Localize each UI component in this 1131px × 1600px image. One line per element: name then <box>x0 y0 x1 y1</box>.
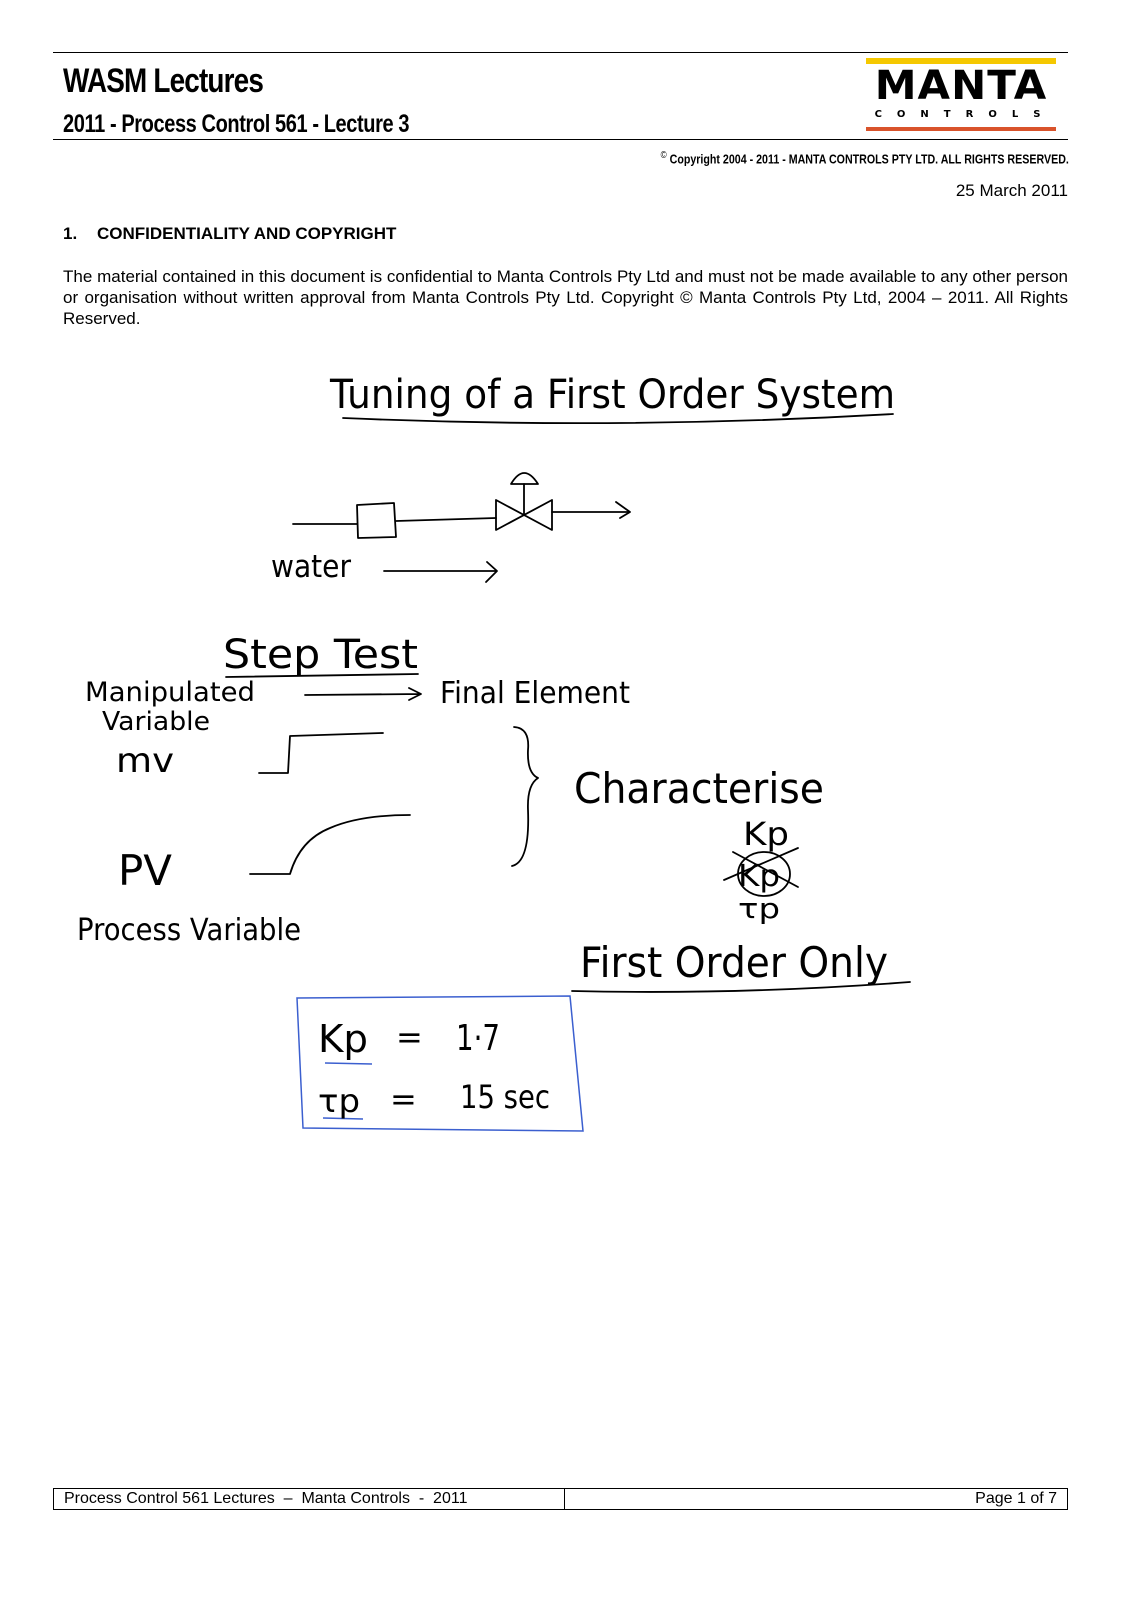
curly-brace <box>512 727 538 866</box>
pv-response-trace <box>250 815 410 874</box>
mv-to-final-arrow <box>305 688 421 700</box>
manipulated-label: Manipulated <box>85 677 255 708</box>
valve-actuator <box>511 473 538 484</box>
outlet-arrow <box>616 502 630 518</box>
copyright-text: Copyright 2004 - 2011 - MANTA CONTROLS PTY LTD. ALL RIGHTS RESERVED. <box>669 151 1069 167</box>
section-number: 1. <box>63 224 78 243</box>
flow-arrow <box>384 562 497 582</box>
footer-course-text: Process Control 561 Lectures – Manta Controls - 2011 <box>54 1489 565 1509</box>
water-label: water <box>271 549 352 585</box>
kp-label: Kp <box>743 815 789 853</box>
copyright-symbol: © <box>660 150 667 161</box>
pv-label: PV <box>118 846 173 895</box>
mv-label: mv <box>116 741 174 781</box>
flow-meter-box <box>357 503 396 538</box>
section-heading-text: CONFIDENTIALITY AND COPYRIGHT <box>97 224 397 243</box>
footer-page-number: Page 1 of 7 <box>975 1490 1057 1507</box>
tp-eq-sign: = <box>390 1080 417 1118</box>
variable-label: Variable <box>102 707 210 737</box>
logo-main-text: MANTA <box>874 63 1048 109</box>
page-footer <box>53 1488 1068 1510</box>
final-element-label: Final Element <box>440 676 631 711</box>
first-order-only-label: First Order Only <box>580 938 888 987</box>
mv-step-trace <box>259 733 383 773</box>
kp-value: 1·7 <box>456 1018 500 1059</box>
notes-title: Tuning of a First Order System <box>329 372 896 418</box>
document-title: WASM Lectures <box>63 62 264 100</box>
tp-value: 15 sec <box>460 1078 550 1116</box>
kp-eq-sign: = <box>396 1018 423 1056</box>
kp-underline <box>325 1063 372 1064</box>
step-test-label: Step Test <box>223 632 418 678</box>
logo-sub-text: CONTROLS <box>874 109 1056 120</box>
characterise-label: Characterise <box>574 764 824 813</box>
pipe-mid <box>396 518 496 521</box>
process-variable-label: Process Variable <box>77 913 301 948</box>
document-subtitle: 2011 - Process Control 561 - Lecture 3 <box>63 110 410 138</box>
kp-crossed-label: Kp <box>738 859 780 894</box>
tp-label: τp <box>738 892 780 925</box>
tp-eq-label: τp <box>318 1082 360 1120</box>
document-date: 25 March 2011 <box>955 181 1068 200</box>
kp-eq-label: Kp <box>318 1017 368 1061</box>
confidentiality-paragraph: The material contained in this document is confidential to Manta Controls Pty Ltd and must not be made available to any other person or organisation without written approval from Manta Controls Pty Ltd. Copyright © Manta Controls Pty Ltd, 2004 – 2011. All Rights Reserved. <box>63 267 1068 328</box>
